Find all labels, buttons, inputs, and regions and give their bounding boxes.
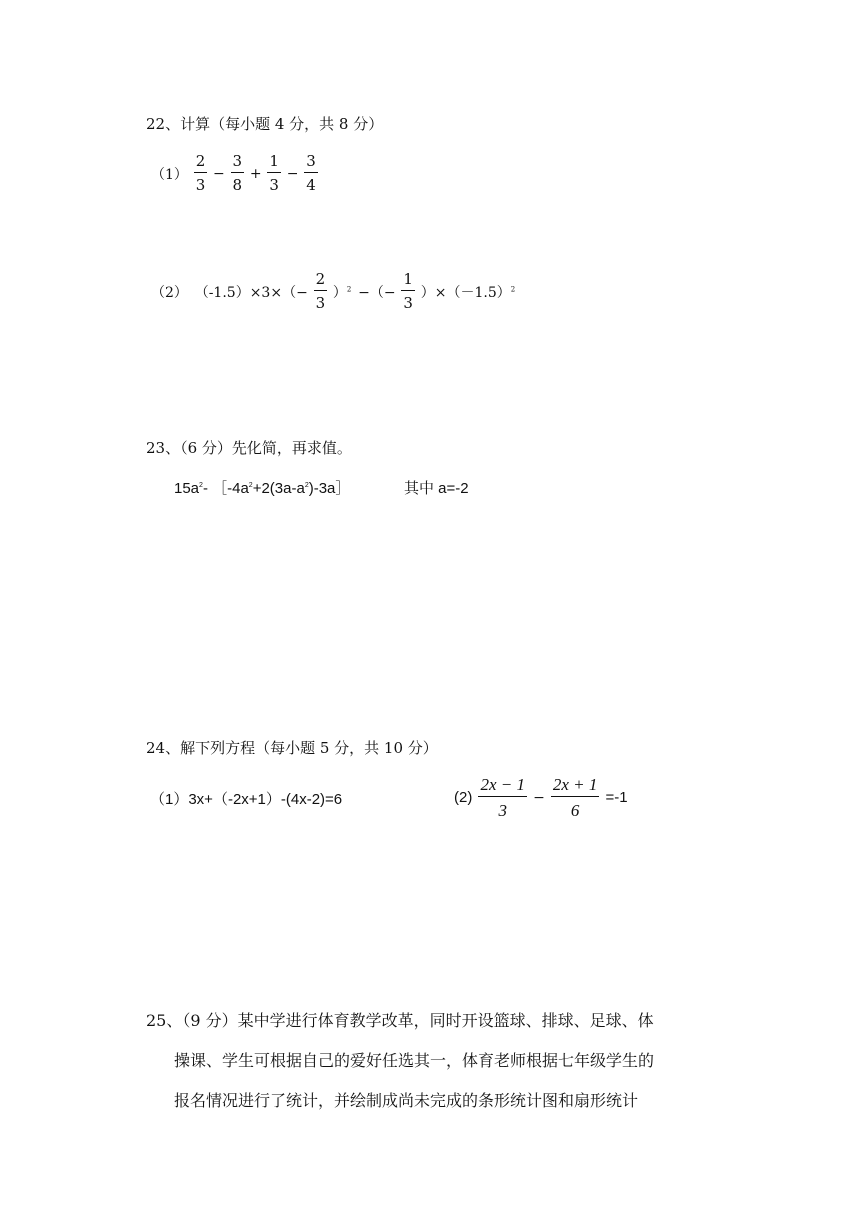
q25-line1: 25、（9 分）某中学进行体育教学改革，同时开设篮球、排球、足球、体	[146, 1011, 654, 1030]
q23-heading: 23、（6 分）先化简，再求值。	[146, 439, 352, 457]
q24-part1: （1）3x+（-2x+1）-(4x-2)=6	[150, 791, 343, 808]
q22-p2-part-d: ）$\times(-1.5)^2$	[420, 284, 516, 301]
q25-line2: 操课、学生可根据自己的爱好任选其一，体育老师根据七年级学生的	[174, 1051, 655, 1070]
q24-p2-label: (2)	[454, 789, 473, 806]
q23-condition: 其中 a=-2	[404, 480, 469, 497]
q22-p2-part-a: （-1.5）×3×（−	[194, 284, 308, 301]
q22-p1-frac4: $\frac{3}{4}$	[306, 152, 316, 194]
q22-p2-part-b: ）$^2$	[332, 284, 352, 301]
q22-p2-frac2: $\frac{1}{3}$	[403, 270, 413, 312]
q22-p2-part-c: −（−	[358, 284, 396, 301]
q22-part1	[150, 154, 318, 193]
q24-part2	[453, 776, 629, 819]
q22-p1-label: （1）	[151, 166, 188, 183]
q24-p2-tail: =-1	[605, 789, 628, 806]
q22-p1-frac3: $\frac{1}{3}$	[269, 152, 279, 194]
q24-p2-frac1: $\frac{2x - 1}{3}$	[480, 775, 525, 820]
q22-p1-frac2: $\frac{3}{8}$	[232, 152, 243, 194]
q22-p2-frac1: $\frac{2}{3}$	[315, 270, 326, 312]
q22-p2-label: （2）	[151, 284, 188, 301]
q22-heading: 22、计算（每小题 4 分，共 8 分）	[146, 115, 384, 133]
q22-part2	[150, 272, 516, 311]
q24-heading: 24、解下列方程（每小题 5 分，共 10 分）	[146, 739, 438, 757]
q24-p2-op: −	[533, 789, 545, 806]
q23-expression: $15a^2-$ $[-4a^2+2(3a-a^2)-3a]$	[174, 480, 351, 497]
q22-p1-op1: −	[213, 165, 225, 182]
q24-p2-frac2: $\frac{2x + 1}{6}$	[552, 775, 598, 820]
q22-p1-op2: +	[249, 165, 262, 182]
q22-p1-op3: −	[286, 165, 299, 182]
q25-line3: 报名情况进行了统计，并绘制成尚未完成的条形统计图和扇形统计	[174, 1091, 639, 1110]
q22-p1-frac1: $\frac{2}{3}$	[195, 152, 206, 194]
